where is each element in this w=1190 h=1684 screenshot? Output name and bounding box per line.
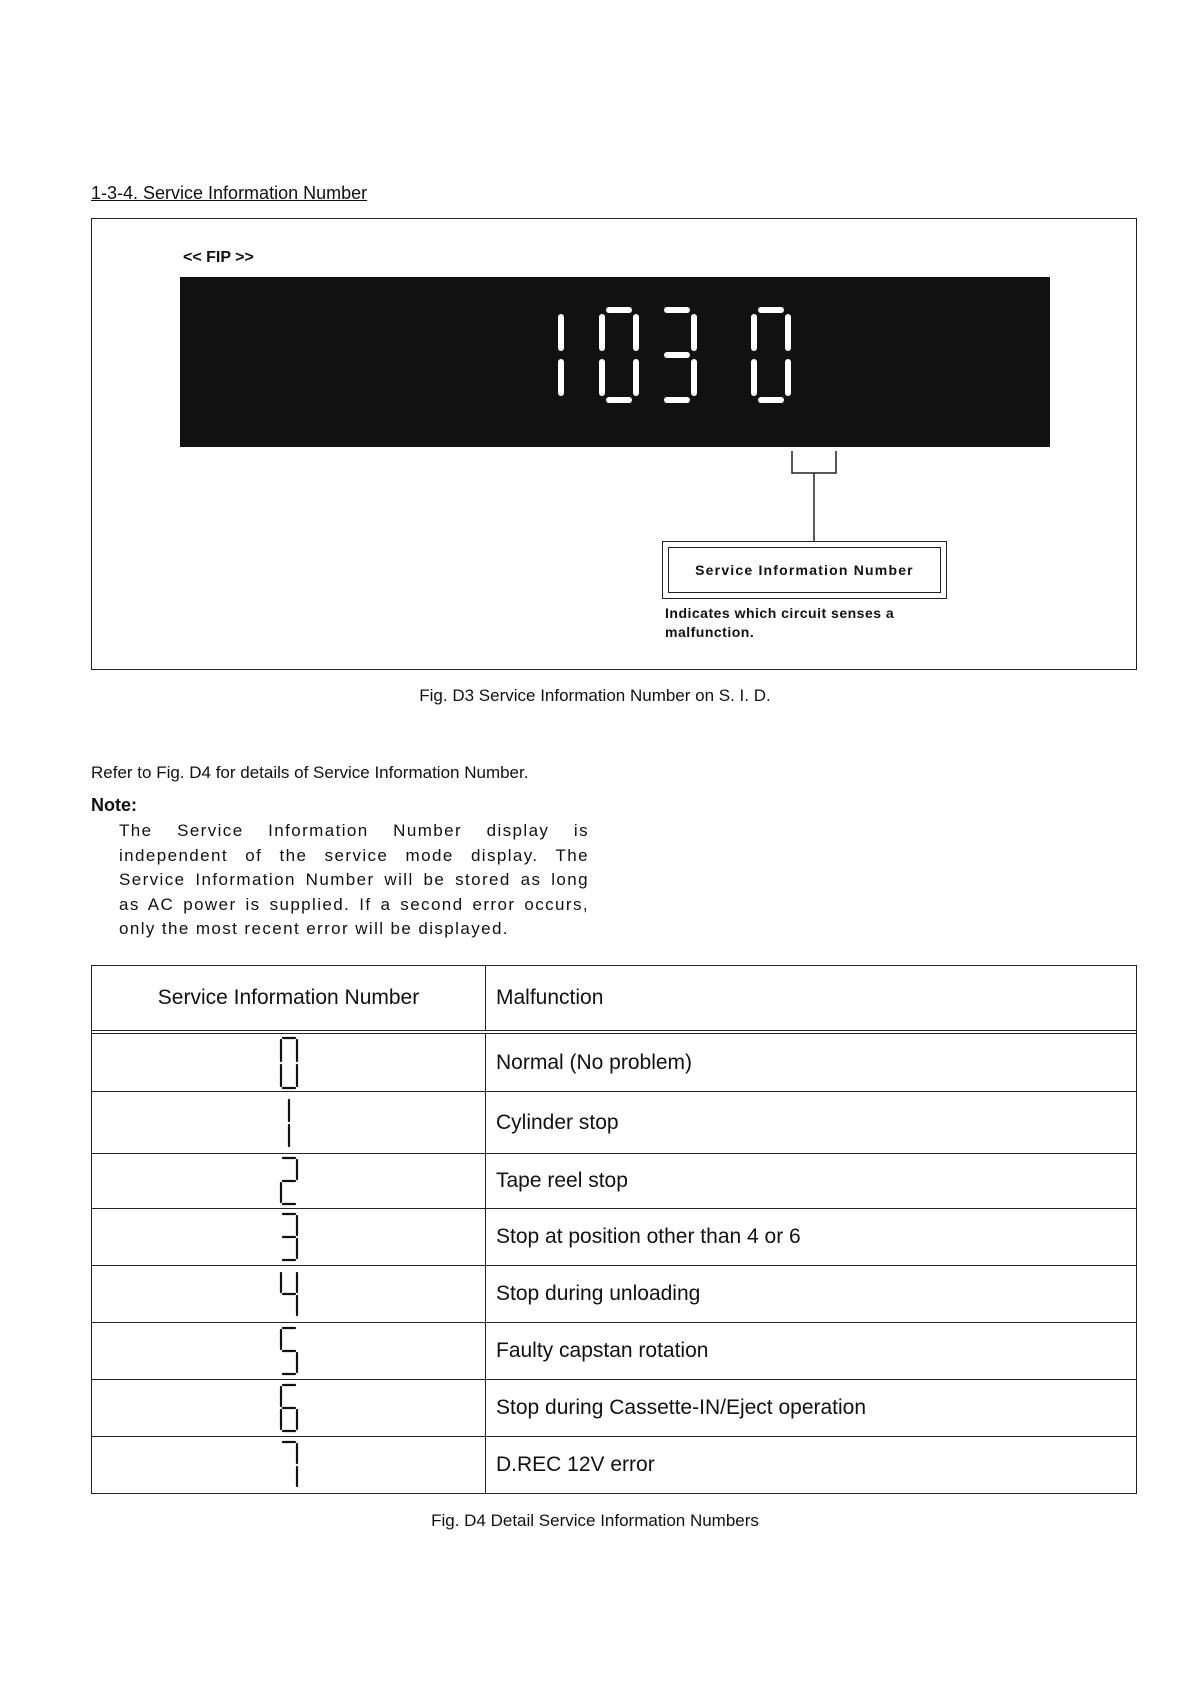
malfunction-cell: Stop during unloading xyxy=(496,1282,701,1305)
malfunction-cell: Cylinder stop xyxy=(496,1110,619,1134)
callout-title: Service Information Number xyxy=(668,547,941,593)
segment-digit xyxy=(274,1268,304,1320)
segment-digit xyxy=(274,1211,304,1263)
fip-display xyxy=(180,277,1050,447)
figure-d3-caption: Fig. D3 Service Information Number on S. I. D. xyxy=(419,686,771,705)
digit-cell xyxy=(92,1209,486,1265)
digit-cell xyxy=(92,1380,486,1436)
fip-digits xyxy=(180,277,1050,447)
figure-d3-box xyxy=(91,218,1137,670)
digit-cell xyxy=(92,1154,486,1208)
segment-digit xyxy=(274,1439,304,1491)
fip-digit-1 xyxy=(602,310,636,400)
segment-digit xyxy=(274,1035,304,1091)
note-heading: Note: xyxy=(91,795,137,815)
table-row xyxy=(92,1153,1136,1208)
digit-cell xyxy=(92,1266,486,1322)
digit-cell xyxy=(92,1034,486,1091)
fip-label: << FIP >> xyxy=(183,249,254,266)
segment-digit xyxy=(274,1325,304,1377)
figure-d4-caption: Fig. D4 Detail Service Information Numbers xyxy=(431,1511,759,1530)
malfunction-cell: Stop at position other than 4 or 6 xyxy=(496,1225,801,1248)
header-service-number: Service Information Number xyxy=(92,966,486,1030)
callout-box xyxy=(662,541,947,599)
section-title: 1-3-4. Service Information Number xyxy=(91,183,368,203)
malfunction-cell: Stop during Cassette-IN/Eject operation xyxy=(496,1396,867,1419)
segment-digit xyxy=(274,1155,304,1207)
header-malfunction: Malfunction xyxy=(496,986,604,1009)
service-number-table xyxy=(91,965,1137,1494)
segment-digit xyxy=(274,1382,304,1434)
digit-cell xyxy=(92,1092,486,1153)
table-row xyxy=(92,1030,1136,1091)
note-body: The Service Information Number display is independent of the service mode display. The Service Information Number will be stored as long as AC power is supplied. If a second error occurs, only the most recent error will be displayed. xyxy=(119,821,589,938)
malfunction-cell: Normal (No problem) xyxy=(496,1050,693,1074)
fip-digit-4 xyxy=(754,310,788,400)
callout-description: Indicates which circuit senses a malfunction. xyxy=(665,605,895,640)
malfunction-cell: D.REC 12V error xyxy=(496,1453,655,1476)
malfunction-cell: Tape reel stop xyxy=(496,1169,628,1192)
table-row xyxy=(92,1208,1136,1265)
table-row xyxy=(92,1322,1136,1379)
digit-cell xyxy=(92,1323,486,1379)
digit-cell xyxy=(92,1437,486,1493)
table-row xyxy=(92,1436,1136,1493)
malfunction-cell: Faulty capstan rotation xyxy=(496,1339,709,1362)
fip-digit-2 xyxy=(667,310,694,400)
refer-text: Refer to Fig. D4 for details of Service Information Number. xyxy=(91,763,529,782)
table-row xyxy=(92,1379,1136,1436)
table-header-row xyxy=(92,966,1136,1030)
table-row xyxy=(92,1265,1136,1322)
segment-digit xyxy=(274,1095,304,1151)
callout-bracket xyxy=(790,451,870,541)
table-row xyxy=(92,1091,1136,1153)
